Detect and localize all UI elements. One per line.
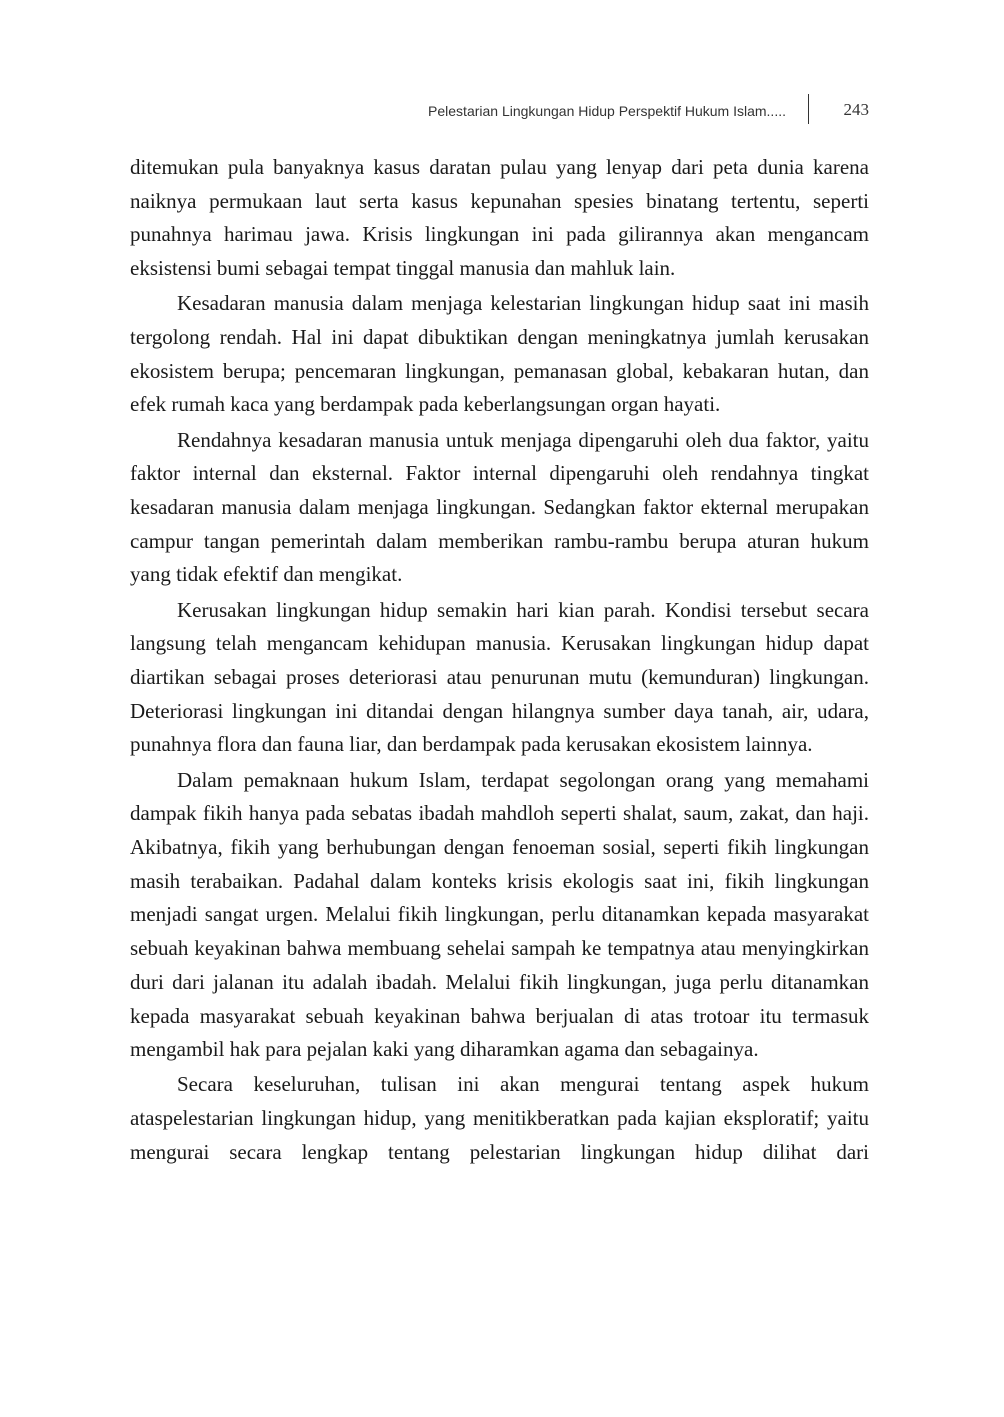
- running-head: [130, 98, 869, 128]
- paragraph-2: Kesadaran manusia dalam menjaga kelestarian lingkungan hidup saat ini masih tergolong rendah. Hal ini dapat dibuktikan dengan meningkatnya jumlah kerusakan ekosistem berupa; pencemaran lingkungan, pemanasan global, kebakaran hutan, dan efek rumah kaca yang berdampak pada keberlangsungan organ hayati.: [130, 291, 869, 417]
- header-divider: [808, 94, 810, 124]
- paragraph-6: Secara keseluruhan, tulisan ini akan mengurai tentang aspek hukum ataspelestarian lingkungan hidup, yang menitikberatkan pada kajian eksploratif; yaitu mengurai secara lengkap tentang pelestarian lingkungan hidup dilihat dari: [130, 1072, 869, 1164]
- page-number: 243: [843, 100, 869, 119]
- paragraph-3: Rendahnya kesadaran manusia untuk menjaga dipengaruhi oleh dua faktor, yaitu faktor internal dan eksternal. Faktor internal dipengaruhi oleh rendahnya tingkat kesadaran manusia dalam menjaga lingkungan. Sedangkan faktor ekternal merupakan campur tangan pemerintah dalam memberikan rambu-rambu berupa aturan hukum yang tidak efektif dan mengikat.: [130, 427, 869, 587]
- running-title: Pelestarian Lingkungan Hidup Perspektif Hukum Islam.....: [428, 103, 786, 119]
- body-text: [130, 151, 869, 1171]
- paragraph-4: Kerusakan lingkungan hidup semakin hari kian parah. Kondisi tersebut secara langsung telah mengancam kehidupan manusia. Kerusakan lingkungan hidup dapat diartikan sebagai proses deteriorasi atau penurunan mutu (kemunduran) lingkungan. Deteriorasi lingkungan ini ditandai dengan hilangnya sumber daya tanah, air, udara, punahnya flora dan fauna liar, dan berdampak pada kerusakan ekosistem lainnya.: [130, 597, 869, 757]
- paragraph-5: Dalam pemaknaan hukum Islam, terdapat segolongan orang yang memahami dampak fikih hanya pada sebatas ibadah mahdloh seperti shalat, saum, zakat, dan haji. Akibatnya, fikih yang berhubungan dengan fenoeman sosial, seperti fikih lingkungan masih terabaikan. Padahal dalam konteks krisis ekologis saat ini, fikih lingkungan menjadi sangat urgen. Melalui fikih lingkungan, perlu ditanamkan kepada masyarakat sebuah keyakinan bahwa membuang sehelai sampah ke tempatnya atau menyingkirkan duri dari jalanan itu adalah ibadah. Melalui fikih lingkungan, juga perlu ditanamkan kepada masyarakat sebuah keyakinan bahwa berjualan di atas trotoar itu termasuk mengambil hak para pejalan kaki yang diharamkan agama dan sebagainya.: [130, 767, 869, 1062]
- paragraph-1: ditemukan pula banyaknya kasus daratan pulau yang lenyap dari peta dunia karena naiknya permukaan laut serta kasus kepunahan spesies binatang tertentu, seperti punahnya harimau jawa. Krisis lingkungan ini pada gilirannya akan mengancam eksistensi bumi sebagai tempat tinggal manusia dan mahluk lain.: [130, 155, 869, 281]
